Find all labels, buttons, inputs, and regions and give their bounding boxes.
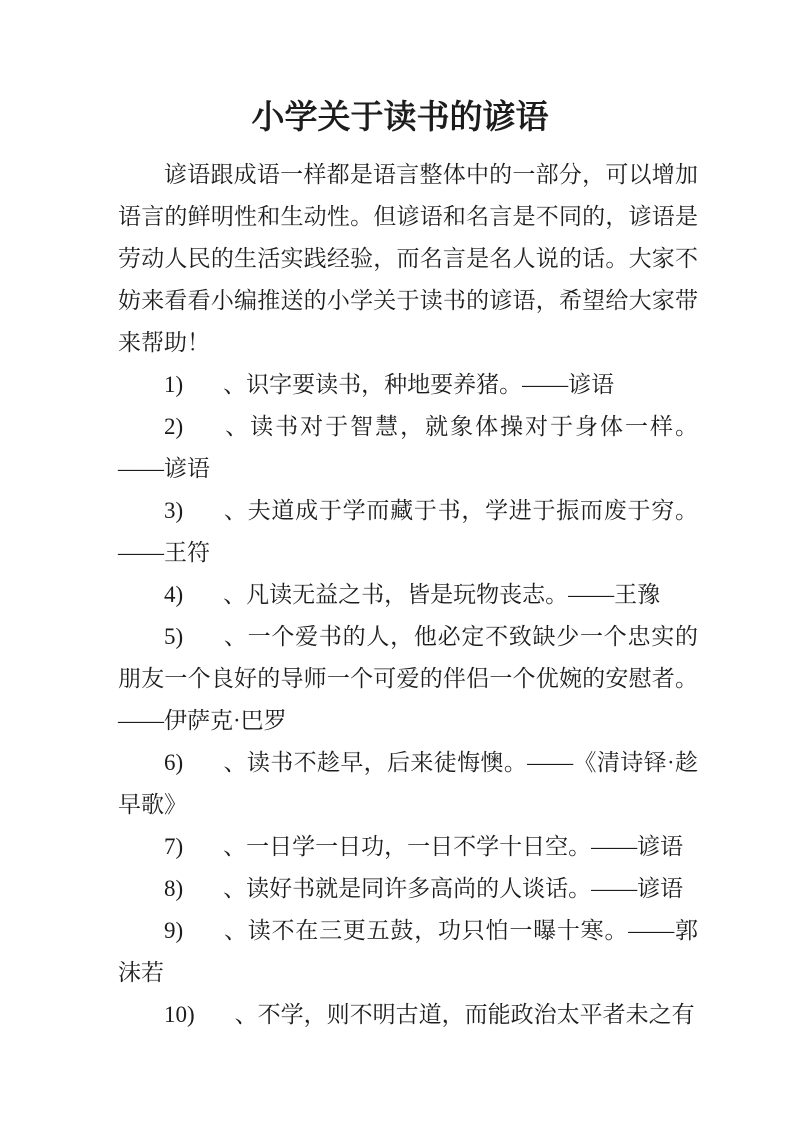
item-text: 、夫道成于学而藏于书，学进于振而废于穷。——王符 [118, 498, 698, 565]
list-item [118, 406, 698, 490]
item-text: 、凡读无益之书，皆是玩物丧志。——王豫 [223, 582, 661, 607]
item-number: 3) [164, 498, 184, 523]
item-text: 、读好书就是同许多高尚的人谈话。——谚语 [223, 876, 684, 901]
list-item [118, 868, 698, 910]
item-number: 6) [164, 750, 184, 775]
intro-paragraph: 谚语跟成语一样都是语言整体中的一部分，可以增加语言的鲜明性和生动性。但谚语和名言是不同的，谚语是劳动人民的生活实践经验，而名言是名人说的话。大家不妨来看看小编推送的小学关于读书的谚语，希望给大家带来帮助！ [118, 162, 698, 355]
item-number: 9) [164, 918, 184, 943]
item-text: 、不学，则不明古道，而能政治太平者未之有 [234, 1002, 695, 1027]
list-item [118, 994, 698, 1036]
item-text: 、读书不趁早，后来徒悔懊。——《清诗铎·趁早歌》 [118, 750, 698, 817]
list-item [118, 574, 698, 616]
item-number: 4) [164, 582, 184, 607]
item-number: 5) [164, 624, 184, 649]
item-text: 、一日学一日功，一日不学十日空。——谚语 [223, 834, 684, 859]
item-number: 2) [164, 414, 184, 439]
item-number: 8) [164, 876, 184, 901]
list-item [118, 616, 698, 742]
list-item [118, 826, 698, 868]
proverb-list [118, 364, 698, 1036]
item-text: 、读不在三更五鼓，功只怕一曝十寒。——郭沫若 [118, 918, 698, 985]
list-item [118, 910, 698, 994]
item-text: 、识字要读书，种地要养猪。——谚语 [223, 372, 615, 397]
list-item [118, 742, 698, 826]
list-item [118, 364, 698, 406]
item-number: 7) [164, 834, 184, 859]
item-number: 1) [164, 372, 184, 397]
text-block [0, 154, 800, 1036]
list-item [118, 490, 698, 574]
page-title: 小学关于读书的谚语 [251, 100, 549, 136]
item-number: 10) [164, 1002, 195, 1027]
item-text: 、一个爱书的人，他必定不致缺少一个忠实的朋友一个良好的导师一个可爱的伴侣一个优婉的安慰者。——伊萨克·巴罗 [118, 624, 698, 733]
item-text: 、读书对于智慧，就象体操对于身体一样。——谚语 [118, 414, 698, 481]
